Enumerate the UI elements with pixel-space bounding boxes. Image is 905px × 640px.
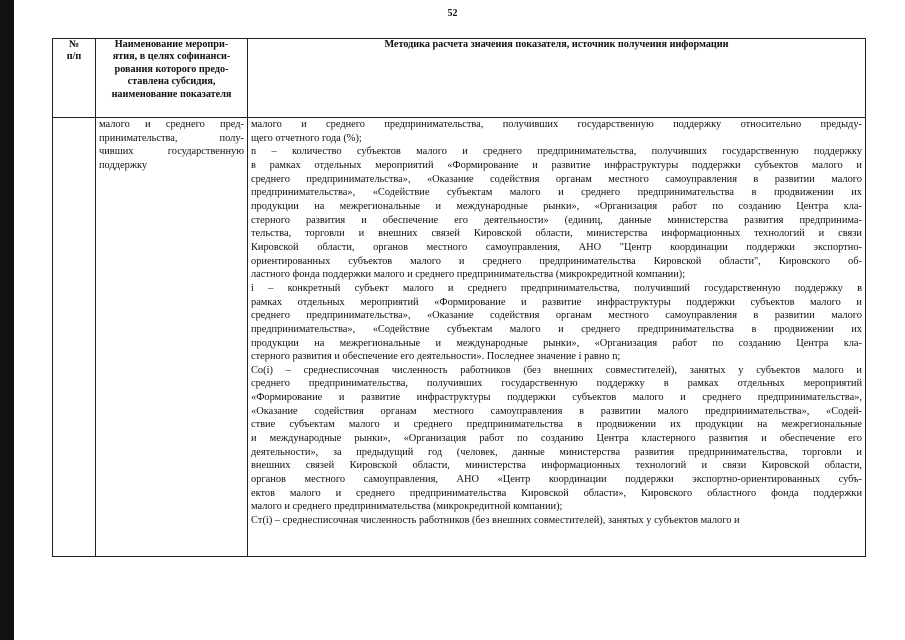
method-line: «Формирование и развитие инфраструктуры поддержки субъектов малого и среднего предпринимательства», xyxy=(251,392,862,404)
method-line: ориентированных субъектов малого и среднего предпринимательства Кировской области", Кировского об- xyxy=(251,255,862,267)
header-event-line: наименование показателя xyxy=(111,88,232,100)
method-line: среднего предпринимательства», «Оказание содействия органам местного самоуправления в развитии малого xyxy=(251,310,862,322)
indicator-method-table xyxy=(52,38,866,557)
method-line: и международные рынки», «Организация работ по созданию Центра кластерного развития и обеспечение его xyxy=(251,433,862,445)
name-line: малого и среднего пред- xyxy=(99,119,244,130)
method-line: «Оказание содействия органам местного самоуправления в развитии малого предпринимательства», «Содей- xyxy=(251,405,862,417)
header-number-line: № xyxy=(68,39,80,50)
method-line: щего отчетного года (%); xyxy=(251,132,362,144)
method-line: Cт(i) – среднесписочная численность работников (без внешних совместителей), занятых у субъектов малого и xyxy=(251,515,740,527)
method-line: рамках отдельных мероприятий «Формирование и развитие инфраструктуры поддержки субъектов малого и xyxy=(251,296,862,308)
name-line: принимательства, полу- xyxy=(99,132,244,144)
method-line: среднего предпринимательства, получивших государственную поддержку в рамках отдельных мероприятий xyxy=(251,378,862,390)
header-event-line: рования которого предо- xyxy=(114,63,229,75)
method-line: тельства, торговли и внешних связей Кировской области, министерства информационных технологий и связи xyxy=(251,228,862,240)
method-line: органов местного самоуправления, АНО «Центр координации поддержки экспортно-ориентированных субъ- xyxy=(251,474,862,486)
table-header-row xyxy=(53,39,866,118)
header-number xyxy=(53,39,96,118)
name-line: поддержку xyxy=(99,159,148,171)
method-line: продукции на межрегиональные и международные рынки», «Организация работ по созданию Центра кла- xyxy=(251,337,862,349)
scan-edge-bar xyxy=(0,0,14,640)
method-line: малого и среднего предпринимательства (микрокредитной компании); xyxy=(251,501,563,513)
method-line: ластного фонда поддержки малого и среднего предпринимательства (микрокредитной компании); xyxy=(251,269,686,281)
method-line: внешних связей Кировской области, министерства информационных технологий и связи Кировской области, xyxy=(251,460,862,472)
method-line: ектов малого и среднего предпринимательства Кировской области», Кировского областного фонда поддержки xyxy=(251,487,862,499)
method-line: продукции на межрегиональные и международные рынки», «Организация работ по созданию Центра кла- xyxy=(251,200,862,212)
header-number-line: п/п xyxy=(66,51,82,63)
method-line: Cо(i) – среднесписочная численность работников (без внешних совместителей), занятых у субъектов малого и xyxy=(251,364,862,376)
row-name-cell xyxy=(96,118,248,557)
method-line: малого и среднего предпринимательства, получивших государственную поддержку относительно предыду- xyxy=(251,119,862,130)
name-line: чивших государственную xyxy=(99,146,244,158)
method-line: стерного развития и обеспечение его деятельности». Последнее значение i равно n; xyxy=(251,351,621,363)
method-line: среднего предпринимательства», «Оказание содействия органам местного самоуправления в развитии малого xyxy=(251,173,862,185)
header-event-line: ставлена субсидия, xyxy=(127,76,216,88)
header-event-name xyxy=(96,39,248,118)
method-line: предпринимательства», «Содействие субъектам малого и среднего предпринимательства в продвижении их xyxy=(251,187,862,199)
method-line: предпринимательства», «Содействие субъектам малого и среднего предпринимательства в продвижении их xyxy=(251,323,862,335)
header-method-line: Методика расчета значения показателя, источник получения информации xyxy=(384,39,729,50)
method-line: в рамках отдельных мероприятий «Формирование и развитие инфраструктуры поддержки субъектов малого и xyxy=(251,159,862,171)
row-number-cell xyxy=(53,118,96,557)
table-row xyxy=(53,118,866,557)
method-line: i – конкретный субъект малого и среднего предпринимательства, получивший государственную поддержку в xyxy=(251,282,862,294)
method-line: деятельности», за предыдущий год (человек, данные министерства развития предпринимательства, торговли и xyxy=(251,446,862,458)
header-method xyxy=(248,39,866,118)
header-event-line: Наименование меропри- xyxy=(114,39,229,50)
method-line: Кировской области, органов местного самоуправления, АНО "Центр координации поддержки экспортно- xyxy=(251,241,862,253)
page-number: 52 xyxy=(447,8,458,19)
row-method-cell xyxy=(248,118,866,557)
method-line: ствие субъектам малого и среднего предпринимательства в продвижении их продукции на межрегиональные xyxy=(251,419,862,431)
header-event-line: ятия, в целях софинанси- xyxy=(112,51,231,63)
method-line: стерного развития и обеспечение его деятельности» (единиц, данные министерства развития предпринима- xyxy=(251,214,862,226)
method-line: n – количество субъектов малого и среднего предпринимательства, получивших государственную поддержку xyxy=(251,146,862,158)
